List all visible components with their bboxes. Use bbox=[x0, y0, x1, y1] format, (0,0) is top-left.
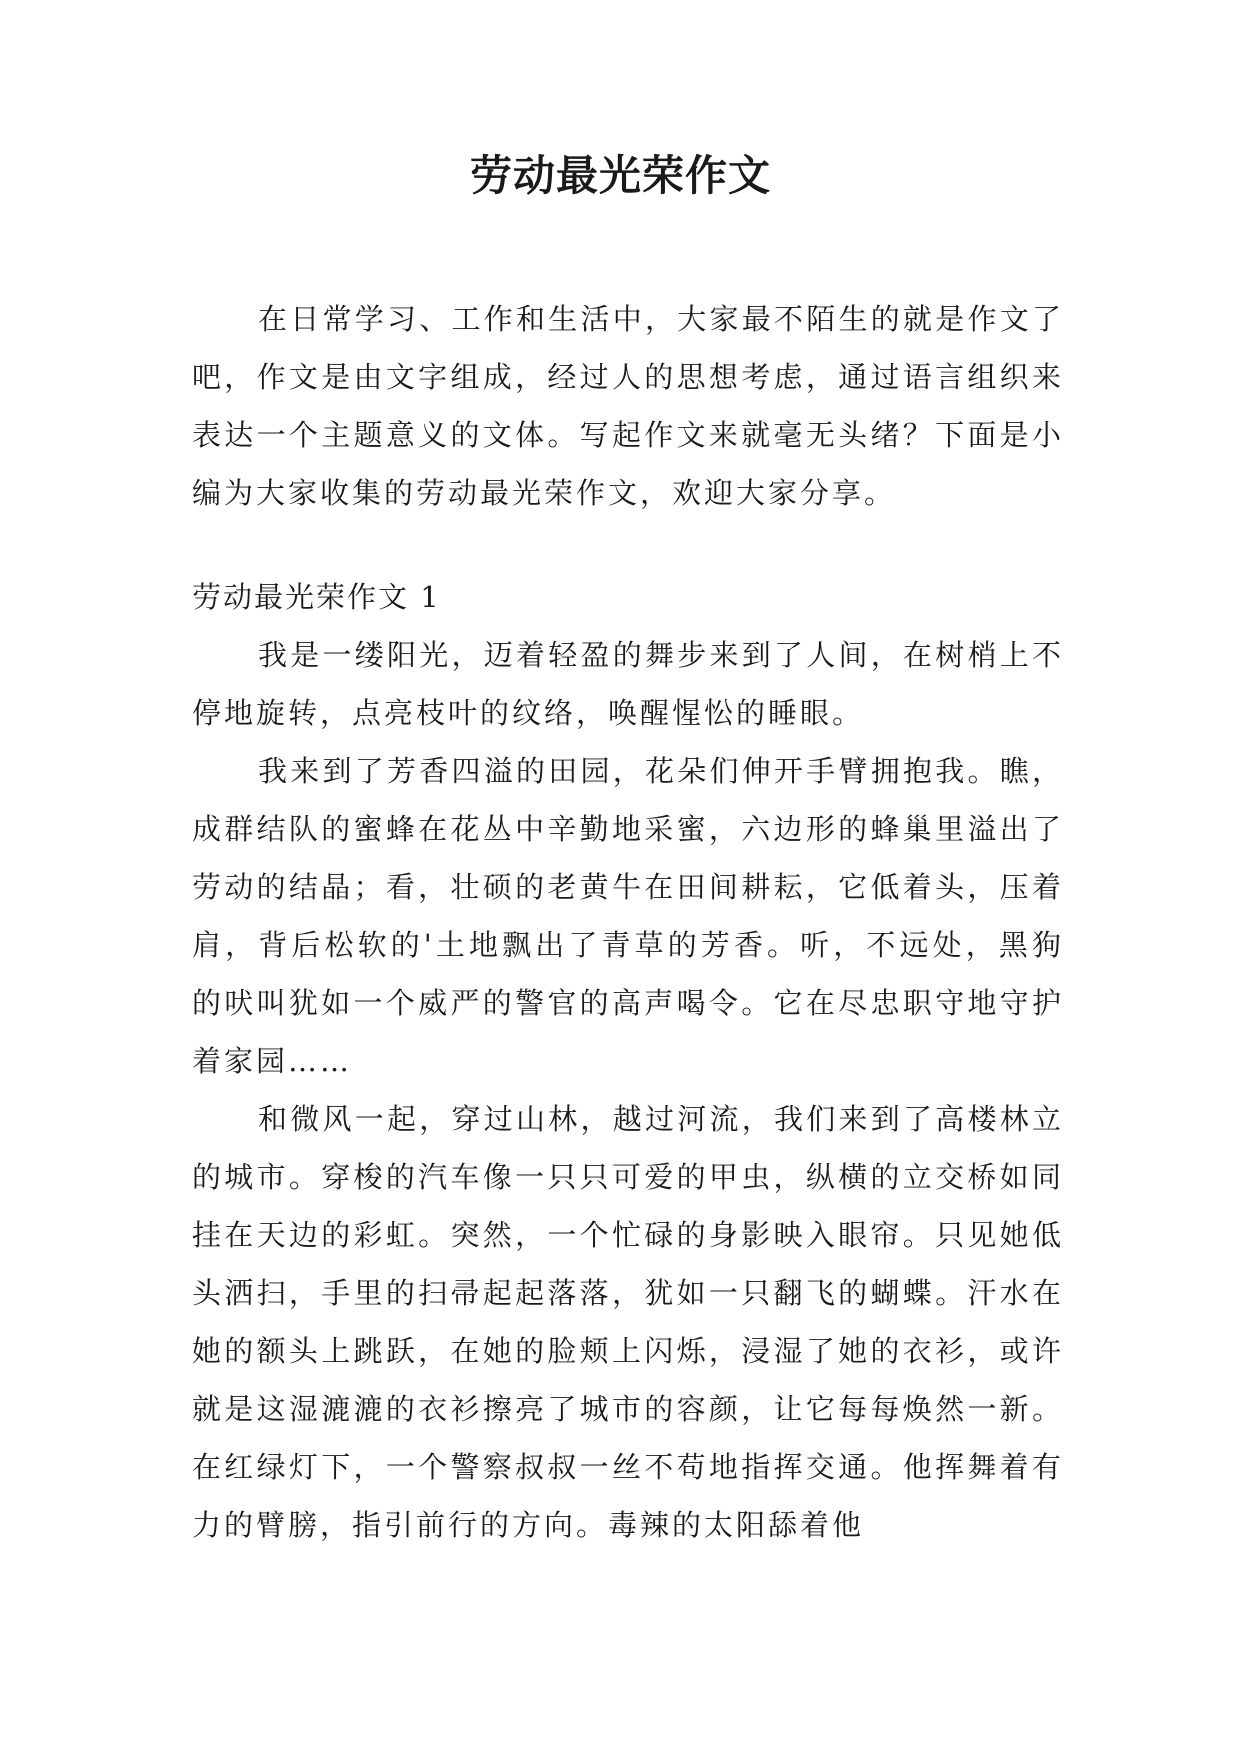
body-paragraph-3: 和微风一起，穿过山林，越过河流，我们来到了高楼林立的城市。穿梭的汽车像一只只可爱的甲虫，纵横的立交桥如同挂在天边的彩虹。突然，一个忙碌的身影映入眼帘。只见她低头洒扫，手里的扫帚起起落落，犹如一只翻飞的蝴蝶。汗水在她的额头上跳跃，在她的脸颊上闪烁，浸湿了她的衣衫，或许就是这湿漉漉的衣衫擦亮了城市的容颜，让它每每焕然一新。在红绿灯下，一个警察叔叔一丝不苟地指挥交通。他挥舞着有力的臂膀，指引前行的方向。毒辣的太阳舔着他 bbox=[192, 1102, 1064, 1542]
document-body bbox=[192, 290, 1064, 1554]
document-title: 劳动最光荣作文 bbox=[469, 151, 771, 200]
body-paragraph-1: 我是一缕阳光，迈着轻盈的舞步来到了人间，在树梢上不停地旋转，点亮枝叶的纹络，唤醒惺忪的睡眼。 bbox=[192, 638, 1064, 730]
intro-paragraph: 在日常学习、工作和生活中，大家最不陌生的就是作文了吧，作文是由文字组成，经过人的思想考虑，通过语言组织来表达一个主题意义的文体。写起作文来就毫无头绪？下面是小编为大家收集的劳动最光荣作文，欢迎大家分享。 bbox=[192, 302, 1064, 510]
body-paragraph-2: 我来到了芳香四溢的田园，花朵们伸开手臂拥抱我。瞧，成群结队的蜜蜂在花丛中辛勤地采蜜，六边形的蜂巢里溢出了劳动的结晶；看，壮硕的老黄牛在田间耕耘，它低着头，压着肩，背后松软的'土地飘出了青草的芳香。听，不远处，黑狗的吠叫犹如一个威严的警官的高声喝令。它在尽忠职守地守护着家园…… bbox=[192, 754, 1064, 1078]
section-heading: 劳动最光荣作文 1 bbox=[192, 580, 441, 614]
